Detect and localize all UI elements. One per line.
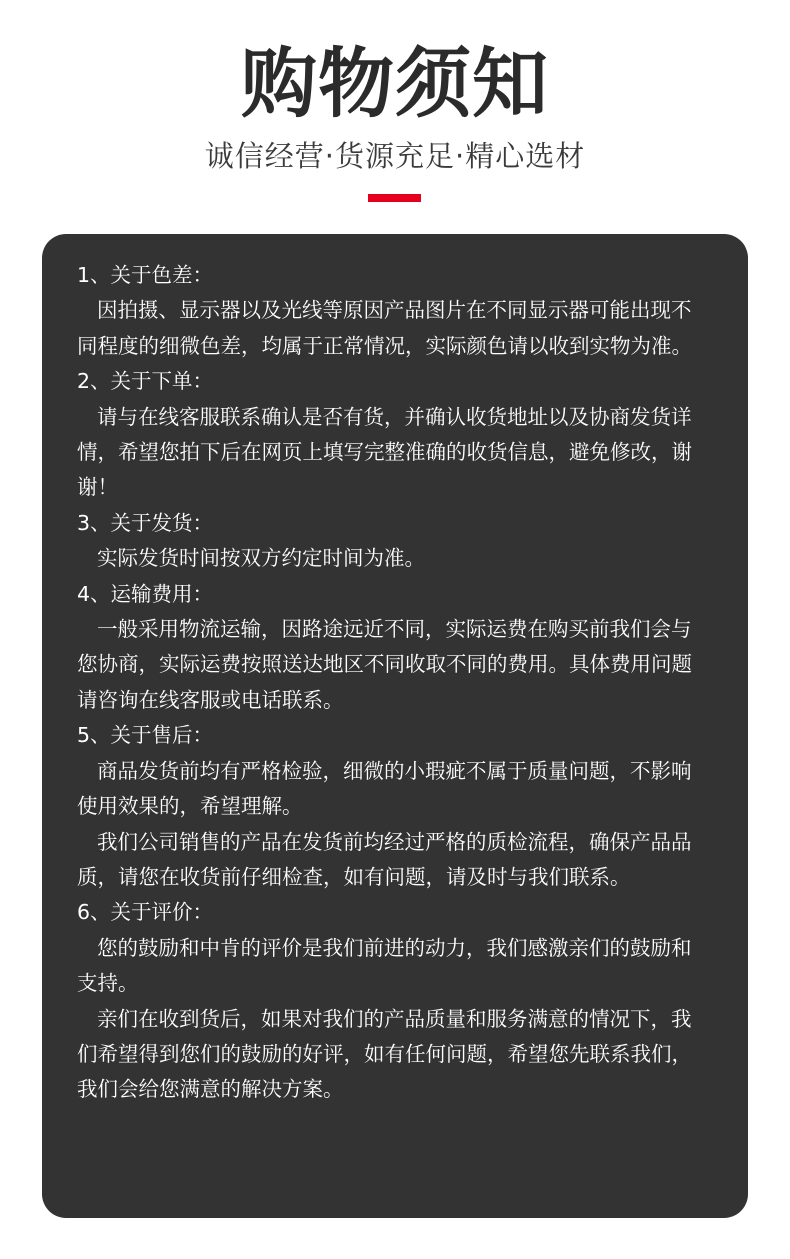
- notice-content: [77, 258, 707, 1108]
- section-4-heading: 4、运输费用：: [77, 581, 214, 606]
- accent-divider: [368, 194, 421, 202]
- page-title: 购物须知: [241, 39, 549, 128]
- section-6-paragraph-1: 您的鼓励和中肯的评价是我们前进的动力，我们感激亲们的鼓励和支持。: [77, 935, 692, 996]
- section-4-paragraph: 一般采用物流运输，因路途远近不同，实际运费在购买前我们会与您协商，实际运费按照送达地区不同收取不同的费用。具体费用问题请咨询在线客服或电话联系。: [77, 617, 692, 712]
- section-6-heading: 6、关于评价：: [77, 900, 214, 925]
- section-3-heading: 3、关于发货：: [77, 510, 214, 535]
- section-1-paragraph: 因拍摄、显示器以及光线等原因产品图片在不同显示器可能出现不同程度的细微色差，均属于正常情况，实际颜色请以收到实物为准。: [77, 298, 692, 358]
- page-subtitle: 诚信经营·货源充足·精心选材: [204, 139, 586, 173]
- section-2-heading: 2、关于下单：: [77, 369, 214, 394]
- section-2-paragraph: 请与在线客服联系确认是否有货，并确认收货地址以及协商发货详情，希望您拍下后在网页上填写完整准确的收货信息，避免修改，谢谢！: [77, 404, 692, 500]
- section-5-paragraph-2: 我们公司销售的产品在发货前均经过严格的质检流程，确保产品品质，请您在收货前仔细检查，如有问题，请及时与我们联系。: [77, 829, 692, 889]
- section-3-paragraph: 实际发货时间按双方约定时间为准。: [97, 546, 425, 571]
- section-6-paragraph-2: 亲们在收到货后，如果对我们的产品质量和服务满意的情况下，我们希望得到您们的鼓励的好评，如有任何问题，希望您先联系我们，我们会给您满意的解决方案。: [77, 1006, 692, 1102]
- section-5-heading: 5、关于售后：: [77, 723, 214, 748]
- section-1-heading: 1、关于色差：: [77, 263, 214, 287]
- section-5-paragraph-1: 商品发货前均有严格检验，细微的小瑕疵不属于质量问题，不影响使用效果的，希望理解。: [77, 758, 692, 819]
